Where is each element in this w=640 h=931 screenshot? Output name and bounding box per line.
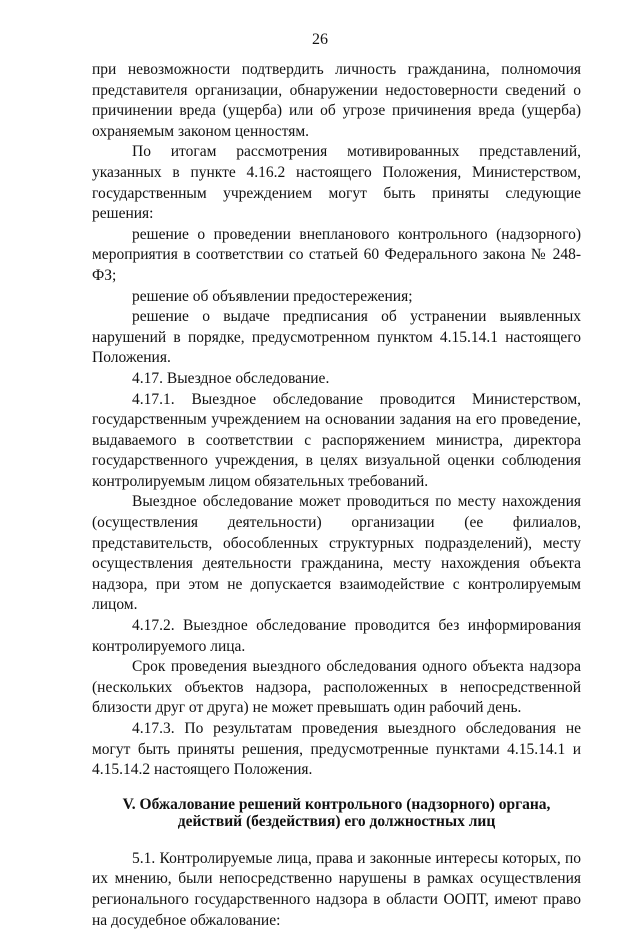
section-heading-line-1: V. Обжалование решений контрольного (надзорного) органа,	[122, 795, 551, 813]
paragraph-4-17-title: 4.17. Выездное обследование.	[132, 369, 330, 387]
paragraph-decision-warning: решение об объявлении предостережения;	[132, 287, 413, 305]
paragraph-inspection-location: Выездное обследование может проводиться по месту нахождения (осуществления деятельности) организации (ее филиалов, представительств, обособленных структурных подразделений), месту осуществления деятельности гражданина, месту нахождения объекта надзора, при этом не допускается взаимодействие с контролируемым лицом.	[92, 493, 581, 614]
paragraph-decision-unscheduled-event: решение о проведении внепланового контрольного (надзорного) мероприятия в соответствии со статьей 60 Федерального закона № 248-ФЗ;	[92, 225, 581, 284]
section-heading-line-2: действий (бездействия) его должностных лиц	[177, 813, 496, 831]
paragraph-decisions-intro: По итогам рассмотрения мотивированных представлений, указанных в пункте 4.16.2 настоящего Положения, Министерством, государственным учреждением могут быть приняты следующие решения:	[92, 143, 581, 223]
section-heading-v	[92, 796, 581, 831]
paragraph-4-17-3: 4.17.3. По результатам проведения выездного обследования не могут быть приняты решения, предусмотренные пунктами 4.15.14.1 и 4.15.14.2 настоящего Положения.	[92, 720, 581, 779]
paragraph-4-17-2: 4.17.2. Выездное обследование проводится без информирования контролируемого лица.	[92, 617, 581, 655]
paragraph-decision-order: решение о выдаче предписания об устранении выявленных нарушений в порядке, предусмотренном пунктом 4.15.14.1 настоящего Положения.	[92, 308, 581, 367]
document-body	[92, 60, 581, 931]
paragraph-5-1: 5.1. Контролируемые лица, права и законные интересы которых, по их мнению, были непосредственно нарушены в рамках осуществления регионального государственного надзора в области ООПТ, имеют право на досудебное обжалование:	[92, 849, 581, 929]
page-number: 26	[312, 31, 328, 48]
paragraph-inspection-duration: Срок проведения выездного обследования одного объекта надзора (нескольких объектов надзора, расположенных в непосредственной близости друг от друга) не может превышать один рабочий день.	[92, 658, 581, 717]
paragraph-continuation: при невозможности подтвердить личность гражданина, полномочия представителя организации, обнаружении недостоверности сведений о причинении вреда (ущерба) или об угрозе причинения вреда (ущерба) охраняемым законом ценностям.	[92, 61, 581, 140]
paragraph-4-17-1: 4.17.1. Выездное обследование проводится Министерством, государственным учреждением на основании задания на его проведение, выдаваемого в соответствии с распоряжением министра, директора государственного учреждения, в целях визуальной оценки соблюдения контролируемым лицом обязательных требований.	[92, 390, 581, 490]
